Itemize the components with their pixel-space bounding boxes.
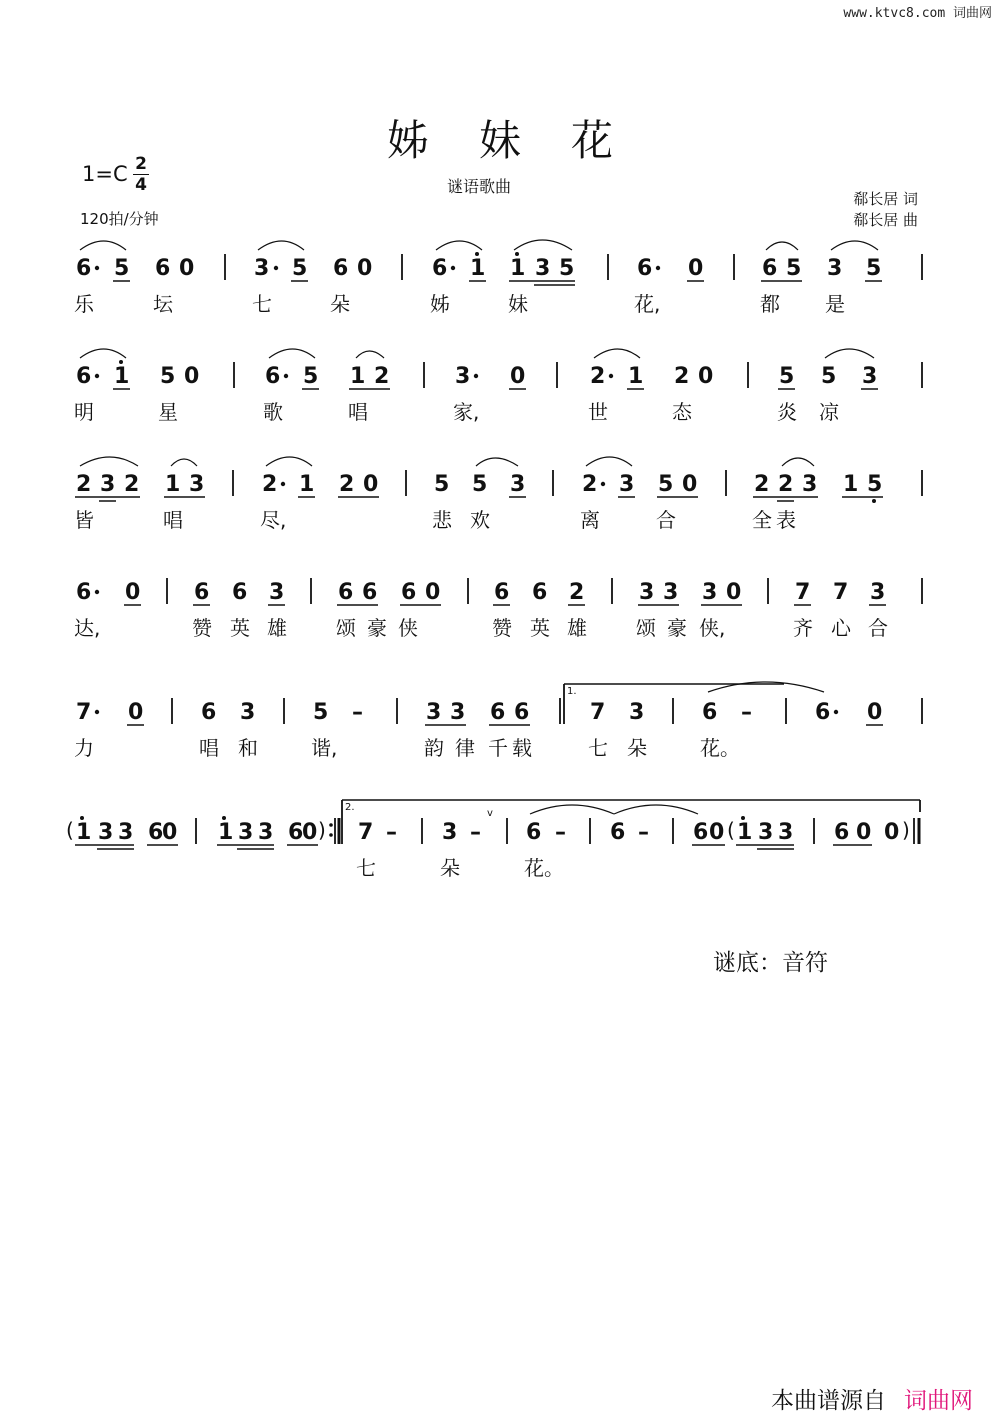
lyric: 家, — [453, 400, 480, 424]
note: 3 — [258, 820, 274, 845]
note: 6 — [194, 580, 210, 605]
note: 2 — [339, 472, 355, 497]
note: 6 — [76, 580, 92, 605]
note: 3 — [426, 700, 442, 725]
note: 2 — [582, 472, 598, 497]
dash: – — [352, 700, 363, 725]
note: 6 — [494, 580, 510, 605]
note: 3 — [510, 472, 526, 497]
lyric: 律 — [455, 736, 475, 760]
site-watermark: www.ktvc8.com 词曲网 — [843, 6, 992, 21]
note: 6 — [155, 256, 171, 281]
note: 5 — [160, 364, 176, 389]
note: 3 — [629, 700, 645, 725]
note: 5 — [559, 256, 575, 281]
note: 6 — [333, 256, 349, 281]
note: 1 — [628, 364, 644, 389]
note: 3 — [778, 820, 794, 845]
note: 0 — [162, 820, 178, 845]
lyric: 全 — [752, 508, 772, 532]
note: 6 — [532, 580, 548, 605]
note: 1 — [843, 472, 859, 497]
lyric: 颂 — [336, 616, 356, 640]
lyric: 乐 — [74, 292, 94, 316]
note: 2 — [778, 472, 794, 497]
note: 7 — [795, 580, 811, 605]
lyric: 侠, — [699, 616, 726, 640]
lyric: 朵 — [440, 856, 460, 880]
note: 0 — [425, 580, 441, 605]
note: 3 — [98, 820, 114, 845]
source-footer — [771, 1382, 973, 1415]
lyric: 谐, — [311, 736, 338, 760]
note: 3 — [639, 580, 655, 605]
lyric: 韵 — [424, 736, 444, 760]
lyric: 是 — [825, 292, 845, 316]
footer-brand: 词曲网 — [904, 1388, 973, 1414]
note: 1 — [350, 364, 366, 389]
lyric: 唱 — [348, 400, 368, 424]
lyric: 侠 — [398, 616, 418, 640]
song-title: 姊妹花 — [386, 116, 663, 165]
lyric: 明 — [74, 400, 94, 424]
lyric: 歌 — [263, 400, 283, 424]
note: 6 — [362, 580, 378, 605]
note: 1 — [76, 820, 92, 845]
composer-credit: 郗长居 曲 — [853, 211, 918, 229]
lyric: 合 — [868, 616, 888, 640]
note: 5 — [867, 472, 883, 497]
score-row-6 — [66, 800, 920, 880]
note: 3 — [455, 364, 471, 389]
note: 3 — [862, 364, 878, 389]
lyric: 英 — [530, 616, 550, 640]
note: 6 — [762, 256, 778, 281]
note: 2 — [674, 364, 690, 389]
note: 5 — [658, 472, 674, 497]
note: 0 — [184, 364, 200, 389]
note: 0 — [726, 580, 742, 605]
lyric: 凉 — [819, 400, 839, 424]
note: 1 — [218, 820, 234, 845]
note: 5 — [779, 364, 795, 389]
note: 3 — [535, 256, 551, 281]
note: 0 — [357, 256, 373, 281]
note: 0 — [363, 472, 379, 497]
note: 2 — [124, 472, 140, 497]
note: 3 — [189, 472, 205, 497]
note: 0 — [682, 472, 698, 497]
note: 0 — [179, 256, 195, 281]
note: 5 — [434, 472, 450, 497]
lyric: 雄 — [267, 616, 287, 640]
lyric: 赞 — [492, 616, 512, 640]
note: 3 — [269, 580, 285, 605]
score-row-2 — [74, 349, 922, 424]
note: 3 — [827, 256, 843, 281]
note: 6 — [288, 820, 304, 845]
note: 3 — [118, 820, 134, 845]
note: 0 — [698, 364, 714, 389]
note: 3 — [240, 700, 256, 725]
lyric: 炎 — [777, 400, 797, 424]
lyric: 都 — [760, 292, 780, 316]
lyric: 千 — [488, 736, 508, 760]
note: 0 — [867, 700, 883, 725]
lyric: 七 — [252, 292, 272, 316]
note: 0 — [510, 364, 526, 389]
lyricist-credit: 郗长居 词 — [853, 190, 918, 208]
note: 7 — [76, 700, 92, 725]
note: 2 — [754, 472, 770, 497]
note: 6 — [76, 364, 92, 389]
note: 2 — [76, 472, 92, 497]
footer-source: 本曲谱源自 — [771, 1388, 886, 1414]
riddle-answer: 谜底：音符 — [713, 950, 828, 976]
lyric: 姊 — [430, 292, 450, 316]
note: 5 — [786, 256, 802, 281]
note: 3 — [870, 580, 886, 605]
lyric: 齐 — [793, 616, 813, 640]
note: 6 — [148, 820, 164, 845]
note: 1 — [299, 472, 315, 497]
dash: – — [638, 820, 649, 845]
note: 5 — [303, 364, 319, 389]
note: 0 — [688, 256, 704, 281]
lyric: 豪 — [667, 616, 687, 640]
note: 6 — [637, 256, 653, 281]
note: 5 — [313, 700, 329, 725]
lyric: 七 — [356, 856, 376, 880]
score-row-1 — [74, 240, 922, 316]
lyric: 欢 — [470, 508, 490, 532]
lyric: 尽, — [260, 508, 287, 532]
note: 6 — [702, 700, 718, 725]
note: 6 — [514, 700, 530, 725]
note: 1 — [470, 256, 486, 281]
note: 7 — [358, 820, 374, 845]
dash: – — [555, 820, 566, 845]
lyric: 赞 — [192, 616, 212, 640]
note: 3 — [442, 820, 458, 845]
note: 7 — [833, 580, 849, 605]
note: 6 — [432, 256, 448, 281]
note: 1 — [510, 256, 526, 281]
note: 0 — [128, 700, 144, 725]
dash: – — [386, 820, 397, 845]
lyric: 达, — [74, 616, 101, 640]
ending-2-label: 2. — [345, 802, 355, 813]
lyric: 态 — [672, 400, 692, 424]
note: 2 — [569, 580, 585, 605]
lyric: 皆 — [74, 508, 94, 532]
lyric: 妹 — [508, 292, 528, 316]
song-subtitle: 谜语歌曲 — [447, 177, 512, 196]
score-row-5 — [74, 682, 922, 760]
score-row-3 — [74, 457, 922, 532]
lyric: 唱 — [163, 508, 183, 532]
note: 5 — [292, 256, 308, 281]
note: 3 — [238, 820, 254, 845]
lyric: 坛 — [153, 292, 173, 316]
note: 6 — [201, 700, 217, 725]
note: 3 — [450, 700, 466, 725]
note: 6 — [401, 580, 417, 605]
lyric: 花。 — [700, 736, 740, 760]
time-signature-top: 2 — [135, 154, 147, 174]
note: 3 — [254, 256, 270, 281]
note: 6 — [815, 700, 831, 725]
note: 3 — [619, 472, 635, 497]
lyric: 力 — [74, 736, 94, 760]
lyric: 唱 — [199, 736, 219, 760]
lyric: 花。 — [524, 856, 564, 880]
note: 2 — [262, 472, 278, 497]
note: 3 — [663, 580, 679, 605]
lyric: 世 — [588, 400, 608, 424]
paren-open: ( — [66, 818, 74, 842]
score-row-4 — [74, 578, 922, 640]
note: 6 — [834, 820, 850, 845]
note: 3 — [100, 472, 116, 497]
time-signature-bottom: 4 — [135, 175, 147, 195]
note: 6 — [693, 820, 709, 845]
note: 1 — [114, 364, 130, 389]
note: 7 — [590, 700, 606, 725]
note: 0 — [709, 820, 725, 845]
dash: – — [741, 700, 752, 725]
note: 0 — [125, 580, 141, 605]
breath-mark: v — [487, 808, 493, 819]
note: 3 — [702, 580, 718, 605]
lyric: 离 — [580, 508, 600, 532]
note: 5 — [472, 472, 488, 497]
lyric: 雄 — [567, 616, 587, 640]
note: 1 — [165, 472, 181, 497]
lyric: 载 — [512, 736, 532, 760]
lyric: 悲 — [432, 508, 452, 532]
note: 2 — [374, 364, 390, 389]
key-signature: 1=C — [82, 162, 128, 186]
paren-open: ( — [727, 818, 735, 842]
lyric: 和 — [238, 736, 258, 760]
note: 5 — [866, 256, 882, 281]
note: 5 — [821, 364, 837, 389]
lyric: 英 — [230, 616, 250, 640]
lyric: 表 — [776, 508, 796, 532]
note: 6 — [526, 820, 542, 845]
note: 1 — [737, 820, 753, 845]
note: 6 — [232, 580, 248, 605]
note: 2 — [590, 364, 606, 389]
ending-1-label: 1. — [567, 686, 577, 697]
note: 6 — [265, 364, 281, 389]
lyric: 颂 — [636, 616, 656, 640]
lyric: 朵 — [330, 292, 350, 316]
paren-close: ) — [902, 818, 910, 842]
tempo-marking: 120拍/分钟 — [80, 210, 159, 228]
note: 0 — [302, 820, 318, 845]
note: 3 — [758, 820, 774, 845]
lyric: 豪 — [367, 616, 387, 640]
lyric: 合 — [656, 508, 676, 532]
note: 6 — [338, 580, 354, 605]
note: 3 — [802, 472, 818, 497]
note: 5 — [114, 256, 130, 281]
note: 0 — [856, 820, 872, 845]
note: 6 — [610, 820, 626, 845]
note: 6 — [490, 700, 506, 725]
paren-close: ) — [318, 818, 326, 842]
lyric: 星 — [158, 400, 178, 424]
note: 6 — [76, 256, 92, 281]
dash: – — [470, 820, 481, 845]
lyric: 七 — [588, 736, 608, 760]
note: 0 — [884, 820, 900, 845]
lyric: 心 — [831, 616, 851, 640]
lyric: 朵 — [627, 736, 647, 760]
lyric: 花, — [634, 292, 661, 316]
